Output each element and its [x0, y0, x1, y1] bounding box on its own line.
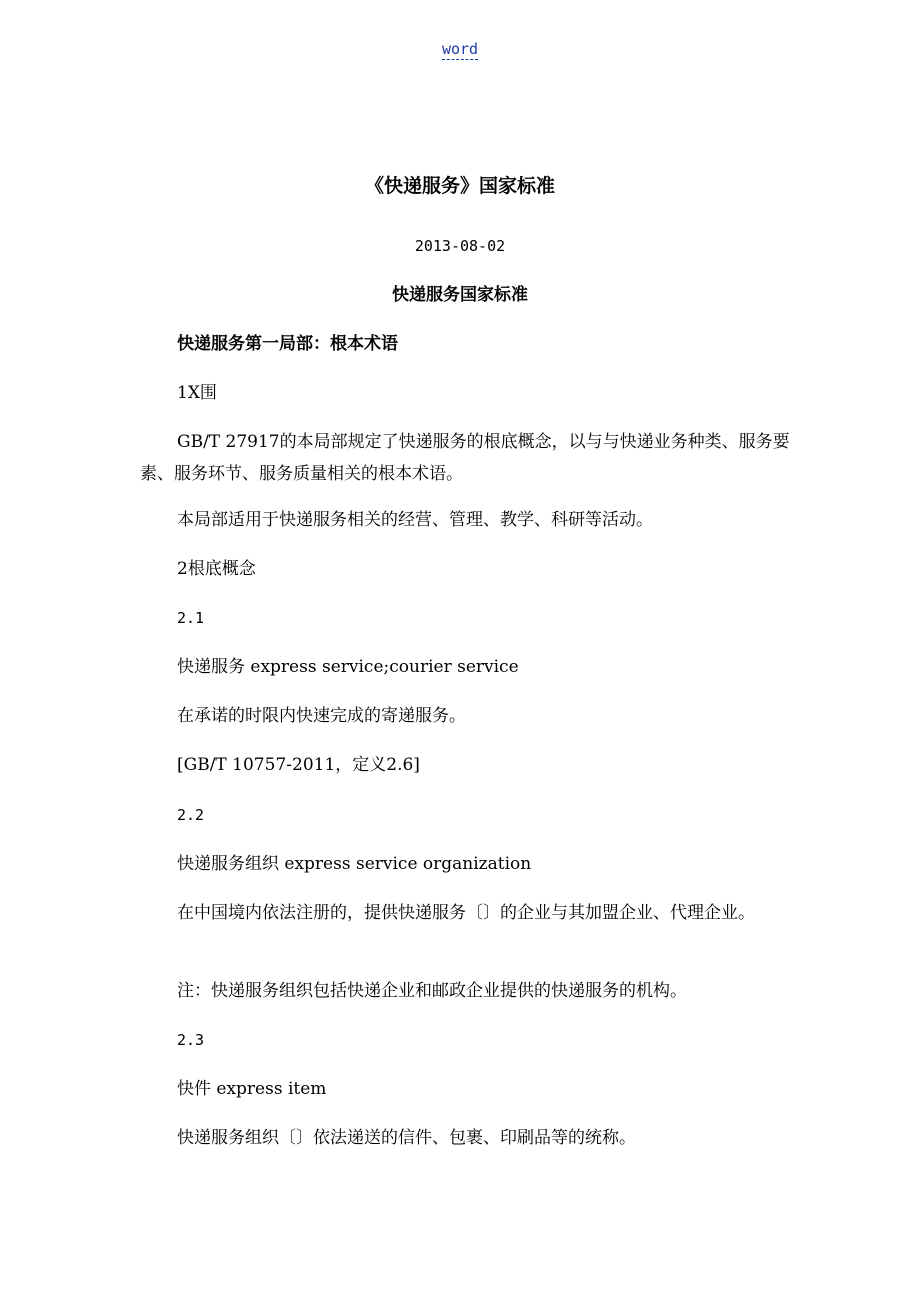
- item-2-2-definition: 在中国境内依法注册的，提供快递服务〔〕的企业与其加盟企业、代理企业。: [177, 903, 755, 923]
- section-1-paragraph-2: 本局部适用于快递服务相关的经营、管理、教学、科研等活动。: [177, 510, 653, 530]
- item-2-3-term: 快件 express item: [177, 1079, 327, 1099]
- section-1-heading: 1X围: [177, 383, 217, 403]
- document-subtitle: 快递服务国家标准: [392, 285, 528, 305]
- item-2-2-term: 快递服务组织 express service organization: [177, 854, 532, 874]
- item-2-2-note: 注：快递服务组织包括快递企业和邮政企业提供的快递服务的机构。: [177, 981, 687, 1001]
- item-2-1-definition: 在承诺的时限内快速完成的寄递服务。: [177, 706, 466, 726]
- item-2-1-number: 2.1: [177, 609, 205, 627]
- page-header: [0, 40, 920, 58]
- document-date: 2013-08-02: [414, 237, 506, 255]
- item-2-3-number: 2.3: [177, 1031, 205, 1049]
- item-2-1-term: 快递服务 express service;courier service: [177, 657, 519, 677]
- document-title: 《快递服务》国家标准: [364, 175, 555, 197]
- item-2-1-reference: [GB/T 10757-2011，定义2.6]: [177, 755, 420, 775]
- item-2-3-definition: 快递服务组织〔〕依法递送的信件、包裹、印刷品等的统称。: [177, 1128, 636, 1148]
- section-2-heading: 2根底概念: [177, 559, 256, 579]
- item-2-2-number: 2.2: [177, 806, 205, 824]
- part-heading: 快递服务第一局部：根本术语: [177, 334, 398, 354]
- section-1-paragraph-1: GB/T 27917的本局部规定了快递服务的根底概念，以与与快递业务种类、服务要素、服务环节、服务质量相关的根本术语。: [140, 432, 790, 484]
- word-link[interactable]: word: [441, 40, 479, 58]
